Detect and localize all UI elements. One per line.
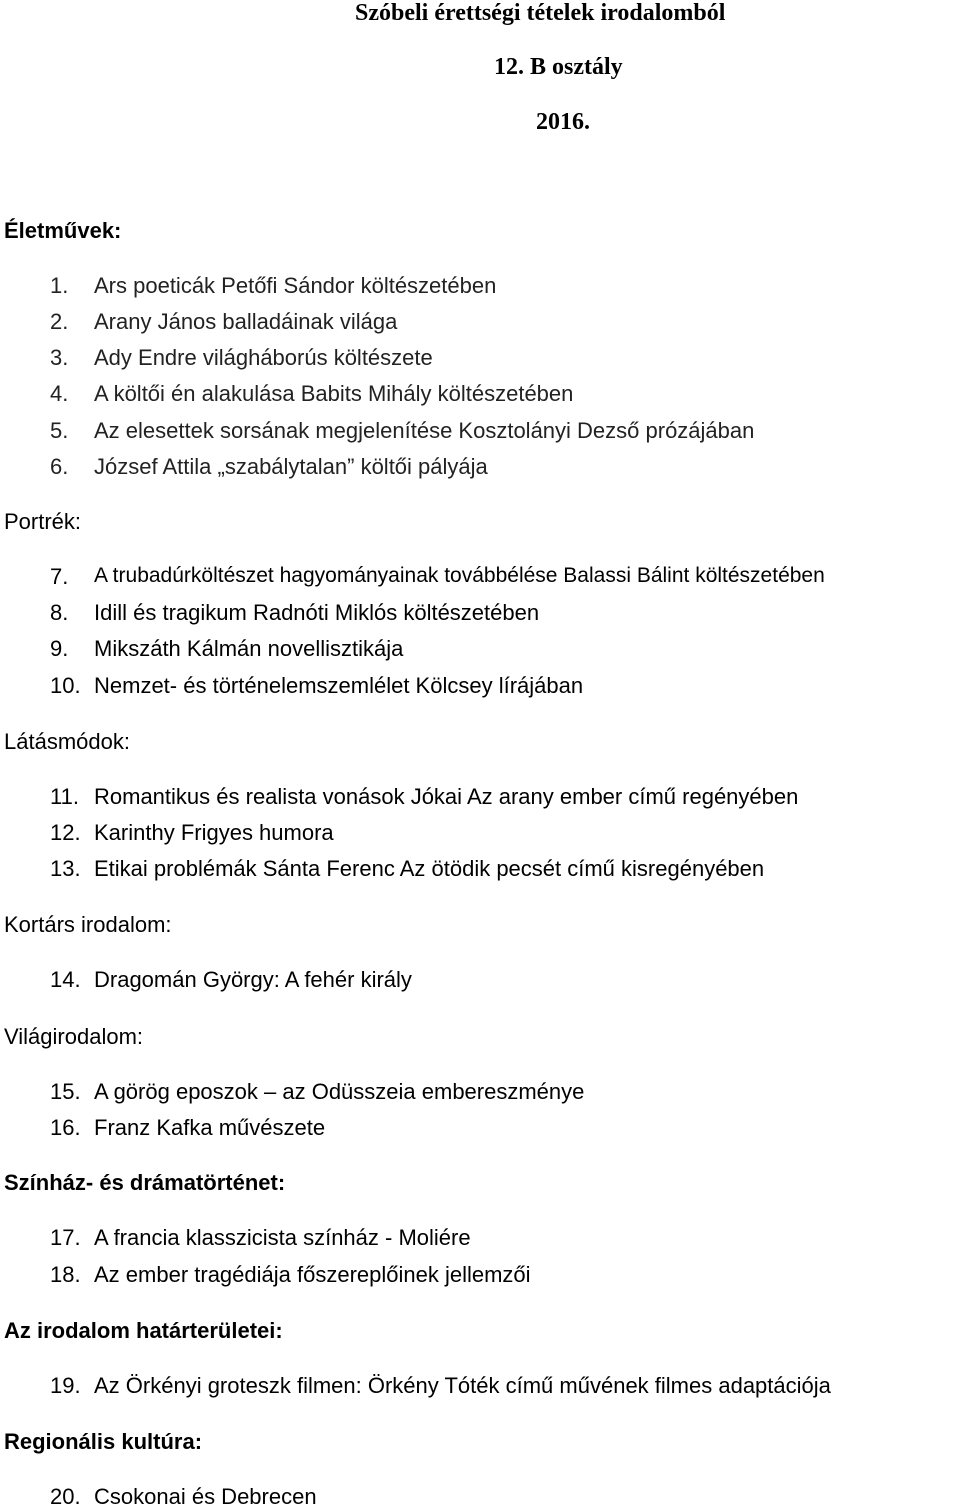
item-text: Franz Kafka művészete — [94, 1115, 326, 1140]
item-text: Idill és tragikum Radnóti Miklós költészetében — [94, 600, 540, 625]
item-number: 19. — [50, 1373, 81, 1398]
item-text: Mikszáth Kálmán novellisztikája — [94, 636, 404, 661]
section-heading-eletmuvek: Életművek: — [4, 218, 122, 243]
item-number: 5. — [50, 418, 69, 443]
item-text: A görög eposzok – az Odüsszeia embereszménye — [94, 1079, 585, 1104]
item-number: 2. — [50, 309, 69, 334]
item-number: 14. — [50, 967, 81, 992]
item-text: A trubadúrköltészet hagyományainak továbbélése Balassi Bálint költészetében — [94, 564, 825, 587]
section-heading-szinhaz-dramatortenet: Színház- és drámatörténet: — [4, 1170, 286, 1195]
item-number: 12. — [50, 820, 81, 845]
item-number: 20. — [50, 1484, 81, 1509]
item-number: 1. — [50, 273, 69, 298]
document-title: Szóbeli érettségi tételek irodalomból — [355, 0, 726, 26]
section-heading-regionalis-kultura: Regionális kultúra: — [4, 1429, 203, 1454]
item-text: Nemzet- és történelemszemlélet Kölcsey lírájában — [94, 673, 584, 698]
item-text: Romantikus és realista vonások Jókai Az arany ember című regényében — [94, 784, 799, 809]
item-number: 4. — [50, 381, 69, 406]
item-number: 18. — [50, 1262, 81, 1287]
item-text: A francia klasszicista színház - Moliére — [94, 1225, 471, 1250]
item-text: Ars poeticák Petőfi Sándor költészetében — [94, 273, 497, 298]
section-heading-latasmodok: Látásmódok: — [4, 729, 130, 754]
item-text: Csokonai és Debrecen — [94, 1484, 317, 1509]
item-number: 11. — [50, 784, 79, 809]
section-heading-kortars-irodalom: Kortárs irodalom: — [4, 912, 172, 937]
item-text: Az ember tragédiája főszereplőinek jellemzői — [94, 1262, 531, 1287]
item-number: 17. — [50, 1225, 81, 1250]
item-text: József Attila „szabálytalan” költői pályája — [94, 454, 488, 479]
item-number: 8. — [50, 600, 69, 625]
year-label: 2016. — [536, 109, 590, 135]
item-number: 3. — [50, 345, 69, 370]
item-text: Karinthy Frigyes humora — [94, 820, 334, 845]
item-number: 15. — [50, 1079, 81, 1104]
item-number: 16. — [50, 1115, 81, 1140]
item-text: Etikai problémák Sánta Ferenc Az ötödik pecsét című kisregényében — [94, 856, 765, 881]
item-number: 7. — [50, 564, 69, 589]
item-text: Az elesettek sorsának megjelenítése Kosztolányi Dezső prózájában — [94, 418, 755, 443]
item-number: 10. — [50, 673, 81, 698]
item-number: 13. — [50, 856, 81, 881]
item-text: Az Örkényi groteszk filmen: Örkény Tóték című művének filmes adaptációja — [94, 1373, 831, 1398]
section-heading-hatarteruletek: Az irodalom határterületei: — [4, 1318, 283, 1343]
item-text: Dragomán György: A fehér király — [94, 967, 412, 992]
item-text: Arany János balladáinak világa — [94, 309, 398, 334]
item-number: 9. — [50, 636, 69, 661]
item-text: A költői én alakulása Babits Mihály költészetében — [94, 381, 574, 406]
item-number: 6. — [50, 454, 69, 479]
item-text: Ady Endre világháborús költészete — [94, 345, 433, 370]
class-label: 12. B osztály — [494, 54, 623, 80]
section-heading-vilagirodalom: Világirodalom: — [4, 1024, 144, 1049]
section-heading-portrek: Portrék: — [4, 509, 82, 534]
